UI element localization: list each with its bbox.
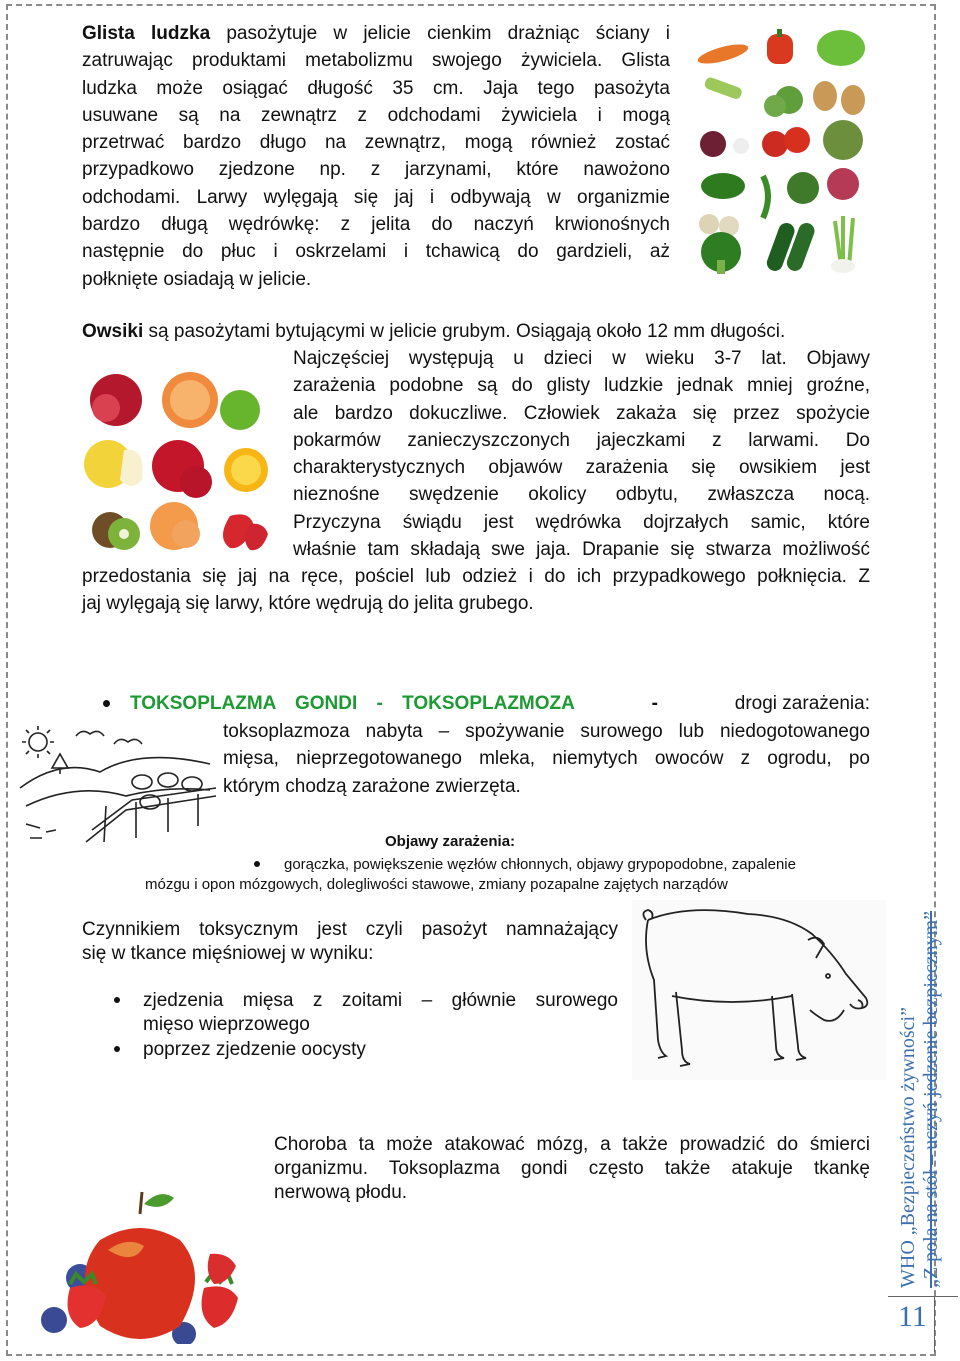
toxic-factor-text <box>82 918 618 966</box>
bullet-dot <box>114 997 120 1003</box>
side-text-line1: WHO „Bezpieczeństwo żywności” <box>897 1007 919 1288</box>
toxo-routes <box>223 718 870 800</box>
line: organizmu. Toksoplazma gondi często także atakuje tkankę <box>274 1158 870 1179</box>
page-number-vrule <box>934 1296 935 1352</box>
line: zatruwając produktami metabolizmu swojego żywiciela. Glista <box>82 50 670 72</box>
line: bardzo długą wędrówkę: z jelita do naczyń krwionośnych <box>82 214 670 236</box>
line: jaj wylęgają się larwy, które wędrują do jelita grubego. <box>82 593 534 615</box>
line: nerwową płodu. <box>274 1182 408 1203</box>
line: odchodami. Larwy wylęgają się jaj i odbywają w organizmie <box>82 186 670 208</box>
bullet-dot <box>114 1046 120 1052</box>
line: którym chodzą zarażone zwierzęta. <box>223 775 521 797</box>
farm-drawing <box>16 722 216 844</box>
toxo-heading: TOKSOPLAZMA GONDI - TOKSOPLAZMOZA <box>130 693 575 714</box>
final-paragraph <box>274 1133 870 1205</box>
bullet-item <box>143 1038 618 1062</box>
line: mięso wieprzowego <box>143 1014 310 1035</box>
bullet-item <box>143 989 618 1037</box>
roundworm-term: Glista ludzka <box>82 23 211 44</box>
line: poprzez zjedzenie oocysty <box>143 1039 366 1060</box>
line: zjedzenia mięsa z zoitami – głównie surowego <box>143 990 618 1011</box>
paragraph-pinworm-indented <box>293 345 870 563</box>
toxo-routes-label: drogi zarażenia: <box>734 693 870 714</box>
page-number: 11 <box>898 1300 927 1333</box>
symptoms-line1: gorączka, powiększenie węzłów chłonnych, objawy grypopodobne, zapalenie <box>284 856 796 873</box>
line: Owsiki są pasożytami bytującymi w jelicie grubym. Osiągają około 12 mm długości. <box>82 321 786 342</box>
pig-drawing <box>632 900 886 1080</box>
line: przypadkowo zjedzone np. z jarzynami, które nawożono <box>82 159 670 181</box>
line: zarażenia podobne są do glisty ludzkie jednak mniej groźne, <box>293 375 870 397</box>
line: połknięte osiadają w jelicie. <box>82 268 312 290</box>
line: nieznośne swędzenie okolicy odbytu, zwłaszcza nocą. <box>293 484 870 506</box>
paragraph-pinworm <box>82 318 870 345</box>
line: ale bardzo dokuczliwe. Człowiek zakaża się przez spożycie <box>293 402 870 424</box>
line: się w tkance mięśniowej w wyniku: <box>82 943 374 964</box>
toxo-heading-line <box>130 690 870 717</box>
line: charakterystycznych objawów zarażenia się owsikiem jest <box>293 457 870 479</box>
fruits-image <box>80 366 280 558</box>
symptoms-title: Objawy zarażenia: <box>385 833 516 850</box>
page-number-rule <box>888 1296 958 1297</box>
apple-berries-image <box>40 1184 254 1344</box>
line: toksoplazmoza nabyta – spożywanie surowego lub niedogotowanego <box>223 721 870 742</box>
line: usuwane są na zewnątrz z odchodami żywiciela i mogą <box>82 104 670 126</box>
toxo-dash: - <box>651 693 658 714</box>
line: Glista ludzka pasożytuje w jelicie cienkim drażniąc ściany i <box>82 23 671 44</box>
line: następnie do płuc i oskrzelami i tchawicą do gardzieli, aż <box>82 241 670 263</box>
symptoms-bullet-dot <box>254 861 260 867</box>
symptoms-line2: mózgu i opon mózgowych, dolegliwości stawowe, zmiany pozapalne zajętych narządów <box>145 876 728 893</box>
pinworm-term: Owsiki <box>82 321 144 342</box>
vegetables-image <box>693 26 869 276</box>
line: Czynnikiem toksycznym jest czyli pasożyt namnażający <box>82 919 618 940</box>
paragraph-pinworm-full <box>82 563 870 618</box>
line: właśnie tam składają swe jaja. Drapanie się stwarza możliwość <box>293 539 870 561</box>
line: ludzka może osiągać długość 35 cm. Jaja tego pasożyta <box>82 77 670 99</box>
side-text-block <box>895 870 950 1290</box>
side-text-line2: „Z pola na stół – uczyń jedzenie bezpiecznym” <box>920 910 942 1288</box>
toxo-bullet-dot <box>103 700 110 707</box>
line: przetrwać bardzo długo na zewnątrz, mogą również zostać <box>82 132 670 154</box>
line: Przyczyna świądu jest wędrówka dojrzałych samic, które <box>293 511 870 533</box>
line: mięsa, nieprzegotowanego mleka, niemytych owoców z ogrodu, po <box>223 748 870 770</box>
paragraph-roundworm <box>82 20 670 293</box>
line: Najczęściej występują u dzieci w wieku 3-7 lat. Objawy <box>293 348 870 369</box>
line: pokarmów zanieczyszczonych jajeczkami z larwami. Do <box>293 429 870 451</box>
line: Choroba ta może atakować mózg, a także prowadzić do śmierci <box>274 1134 870 1155</box>
line: przedostania się jaj na ręce, pościel lub odzież i do ich przypadkowego połknięcia. Z <box>82 566 870 587</box>
